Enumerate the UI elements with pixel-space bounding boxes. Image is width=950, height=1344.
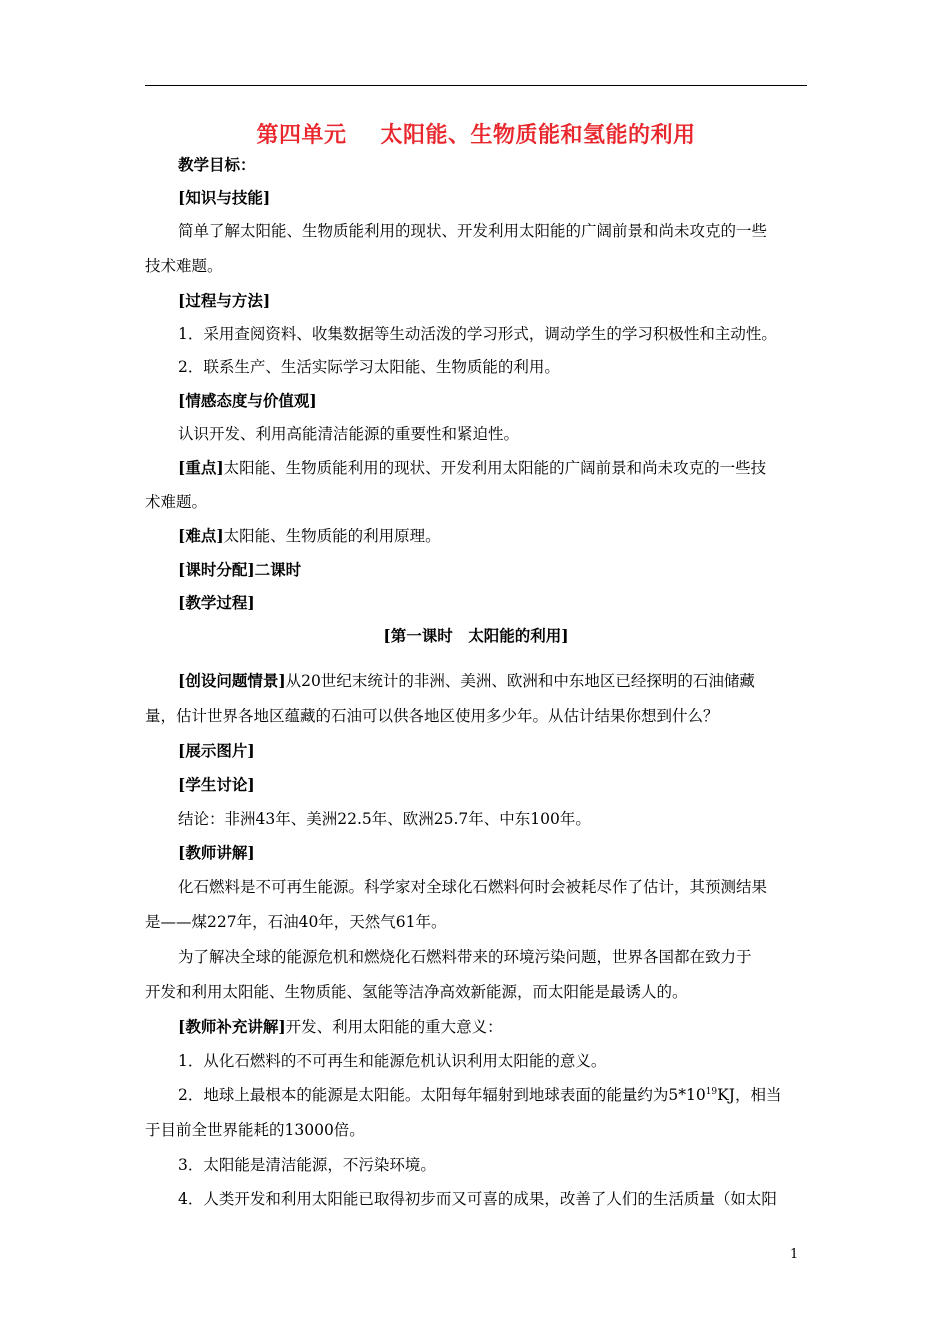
process-item-2: 2．联系生产、生活实际学习太阳能、生物质能的利用。 [178,358,560,376]
energy-text-line1: 为了解决全球的能源危机和燃烧化石燃料带来的环境污染问题，世界各国都在致力于 [178,948,752,966]
point-3: 3．太阳能是清洁能源，不污染环境。 [178,1156,436,1174]
teacher-explain-heading: [教师讲解] [178,843,255,862]
scenario-text: 从20世纪末统计的非洲、美洲、欧洲和中东地区已经探明的石油储藏 [285,672,755,690]
fossil-text-line1: 化石燃料是不可再生能源。科学家对全球化石燃料何时会被耗尽作了估计，其预测结果 [178,878,768,896]
exponent: 19 [705,1086,718,1097]
point-2-unit: KJ，相当 [717,1086,782,1104]
supplement-line [178,1016,503,1038]
page-title [145,120,807,150]
emotion-text: 认识开发、利用高能清洁能源的重要性和紧迫性。 [178,425,520,443]
page-number: 1 [790,1247,799,1262]
knowledge-heading: [知识与技能] [178,188,271,207]
scenario-line2: 量，估计世界各地区蕴藏的石油可以供各地区使用多少年。从估计结果你想到什么？ [145,707,719,725]
difficult-text: 太阳能、生物质能的利用原理。 [223,527,441,545]
supplement-text: 开发、利用太阳能的重大意义： [285,1018,503,1036]
lesson-title: [第一课时 太阳能的利用] [383,626,569,645]
process-item-1: 1．采用查阅资料、收集数据等生动活泼的学习形式，调动学生的学习积极性和主动性。 [178,325,777,343]
process-heading: [过程与方法] [178,291,271,310]
energy-text-line2: 开发和利用太阳能、生物质能、氢能等洁净高效新能源，而太阳能是最诱人的。 [145,983,688,1001]
key-point-line1 [178,457,766,479]
knowledge-text-line2: 技术难题。 [145,257,223,275]
title-unit: 第四单元 [256,122,347,148]
key-point-line2: 术难题。 [145,493,208,511]
scenario-line1 [178,670,755,692]
schedule: [课时分配]二课时 [178,560,302,579]
goals-heading: 教学目标： [178,155,256,174]
difficult-point [178,525,441,547]
supplement-label: [教师补充讲解] [178,1017,286,1036]
point-2-text: 2．地球上最根本的能源是太阳能。太阳每年辐射到地球表面的能量约为5*10 [178,1086,706,1104]
key-text: 太阳能、生物质能利用的现状、开发利用太阳能的广阔前景和尚未攻克的一些技 [223,459,767,477]
scenario-label: [创设问题情景] [178,671,286,690]
key-label: [重点] [178,458,224,477]
point-2-line2: 于目前全世界能耗的13000倍。 [145,1121,365,1139]
header-rule [145,85,807,86]
difficult-label: [难点] [178,526,224,545]
emotion-heading: [情感态度与价值观] [178,391,317,410]
title-topic: 太阳能、生物质能和氢能的利用 [380,122,696,148]
point-1: 1．从化石燃料的不可再生和能源危机认识利用太阳能的意义。 [178,1052,607,1070]
discussion-heading: [学生讨论] [178,775,255,794]
fossil-text-line2: 是——煤227年，石油40年，天然气61年。 [145,913,447,931]
knowledge-text-line1: 简单了解太阳能、生物质能利用的现状、开发利用太阳能的广阔前景和尚未攻克的一些 [178,222,768,240]
show-picture-heading: [展示图片] [178,741,255,760]
conclusion-text: 结论：非洲43年、美洲22.5年、欧洲25.7年、中东100年。 [178,810,591,828]
point-2-line1 [178,1084,781,1106]
point-4: 4．人类开发和利用太阳能已取得初步而又可喜的成果，改善了人们的生活质量（如太阳 [178,1190,777,1208]
teaching-process-heading: [教学过程] [178,593,255,612]
